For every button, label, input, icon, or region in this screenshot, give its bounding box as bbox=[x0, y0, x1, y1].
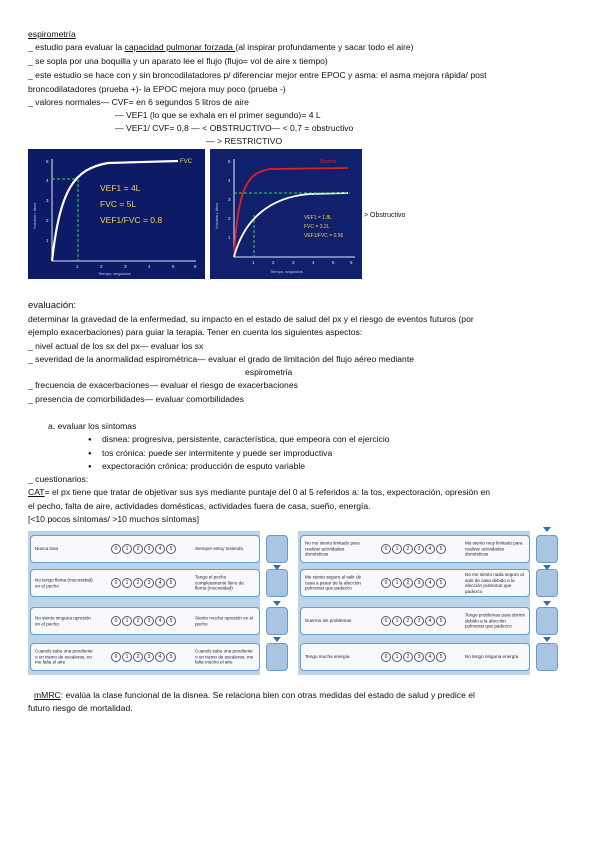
x-tick: 2 bbox=[100, 264, 103, 269]
cat-scale bbox=[381, 578, 446, 588]
text-span: = el px tiene que tratar de objetivar sus sys mediante puntaje del 0 al 5 referidos a: la tos, expectoración, opresión en bbox=[44, 487, 491, 497]
text-span: : evalúa la clase funcional de la disnea. Se relaciona bien con otras medidas del estado de salud y predice el bbox=[60, 690, 475, 700]
x-axis-label: Tiempo, segundos bbox=[270, 269, 303, 274]
text-line bbox=[34, 690, 475, 701]
score-option[interactable]: 0 bbox=[111, 616, 121, 626]
score-option[interactable]: 4 bbox=[155, 544, 165, 554]
score-option[interactable]: 3 bbox=[144, 578, 154, 588]
score-option[interactable]: 4 bbox=[425, 616, 435, 626]
score-option[interactable]: 5 bbox=[166, 616, 176, 626]
cat-score-box[interactable] bbox=[266, 569, 288, 597]
score-option[interactable]: 4 bbox=[425, 652, 435, 662]
spirometry-chart-obstructive-svg bbox=[210, 149, 362, 279]
cat-questionnaire bbox=[28, 531, 568, 675]
y-tick: 2 bbox=[46, 218, 49, 223]
text-line: _ nivel actual de los sx del px— evaluar los sx bbox=[28, 341, 204, 351]
score-option[interactable]: 1 bbox=[392, 616, 402, 626]
score-option[interactable]: 0 bbox=[381, 616, 391, 626]
cat-item-right-text: Me siento muy limitado para realizar actividades domésticas bbox=[465, 540, 523, 557]
score-option[interactable]: 1 bbox=[122, 578, 132, 588]
cat-item-left-text: Nunca toso bbox=[35, 546, 59, 552]
value-fvc: FVC = 3.2L bbox=[304, 224, 330, 230]
score-option[interactable]: 0 bbox=[381, 578, 391, 588]
fvc-label: FVC bbox=[180, 159, 192, 165]
arrow-down-icon bbox=[273, 565, 281, 570]
x-tick: 3 bbox=[124, 264, 127, 269]
score-option[interactable]: 3 bbox=[144, 616, 154, 626]
cat-item-left-text: No tengo flema (mucosidad) en el pecho bbox=[35, 577, 93, 588]
page-title: espirometría bbox=[28, 29, 76, 39]
score-option[interactable]: 4 bbox=[155, 578, 165, 588]
underlined-term: capacidad pulmonar forzada bbox=[124, 42, 236, 52]
cat-item-right-text: Tengo problemas para dormir debido a la afección pulmonar que padezco bbox=[465, 612, 526, 629]
score-option[interactable]: 5 bbox=[436, 578, 446, 588]
score-option[interactable]: 2 bbox=[403, 578, 413, 588]
arrow-down-icon bbox=[273, 601, 281, 606]
score-option[interactable]: 5 bbox=[436, 544, 446, 554]
cat-scale bbox=[111, 544, 176, 554]
score-option[interactable]: 5 bbox=[166, 544, 176, 554]
arrow-down-icon bbox=[543, 637, 551, 642]
score-option[interactable]: 3 bbox=[414, 616, 424, 626]
text-line: ejemplo exacerbaciones) para guiar la terapia. Tener en cuenta los siguientes aspectos: bbox=[28, 327, 363, 337]
cat-term: CAT bbox=[28, 487, 45, 497]
bullet-item: ● tos crónica: puede ser intermitente y puede ser improductiva bbox=[102, 448, 332, 459]
fvc-curve bbox=[52, 161, 178, 261]
bullet-item: ● disnea: progresiva, persistente, característica, que empeora con el ejercicio bbox=[102, 434, 390, 445]
spirometry-chart-normal-svg bbox=[28, 149, 205, 279]
cat-item-right-text: Siempre estoy tosiendo bbox=[195, 546, 244, 552]
score-option[interactable]: 3 bbox=[414, 652, 424, 662]
text-line bbox=[28, 42, 414, 53]
y-axis-label: Volumen, litros bbox=[214, 202, 219, 229]
x-tick: 5 bbox=[332, 260, 335, 265]
x-tick: 6 bbox=[350, 260, 353, 265]
cat-item-left-text: Tengo mucha energía bbox=[305, 654, 350, 660]
score-option[interactable]: 5 bbox=[436, 652, 446, 662]
mmrc-term: mMRC bbox=[34, 690, 61, 700]
y-tick: 2 bbox=[228, 216, 231, 221]
score-option[interactable]: 1 bbox=[122, 616, 132, 626]
cat-item bbox=[300, 535, 530, 563]
score-option[interactable]: 0 bbox=[381, 652, 391, 662]
score-option[interactable]: 3 bbox=[414, 578, 424, 588]
y-tick: 3 bbox=[46, 198, 49, 203]
cat-score-box[interactable] bbox=[536, 643, 558, 671]
x-tick: 5 bbox=[172, 264, 175, 269]
cat-score-box[interactable] bbox=[536, 607, 558, 635]
y-tick: 1 bbox=[228, 235, 231, 240]
score-option[interactable]: 1 bbox=[122, 544, 132, 554]
score-option[interactable]: 1 bbox=[392, 578, 402, 588]
score-option[interactable]: 0 bbox=[111, 652, 121, 662]
y-tick: 1 bbox=[46, 238, 49, 243]
x-tick: 1 bbox=[252, 260, 255, 265]
y-axis-label: Volumen, litros bbox=[32, 202, 37, 229]
text-line: broncodilatadores (prueba +)- la EPOC mejora muy poco (prueba -) bbox=[28, 84, 286, 94]
score-option[interactable]: 3 bbox=[414, 544, 424, 554]
score-option[interactable]: 1 bbox=[392, 544, 402, 554]
value-fev1: VEF1 = 1.8L bbox=[304, 215, 332, 221]
cat-item-left-text: Me siento seguro al salir de casa a pesar de la afección pulmonar que padezco bbox=[305, 574, 362, 591]
x-tick: 6 bbox=[194, 264, 197, 269]
text-line: el pecho, falta de aire, actividades domésticas, actividades fuera de casa, sueño, energía. bbox=[28, 501, 371, 511]
score-option[interactable]: 2 bbox=[133, 652, 143, 662]
arrow-down-icon bbox=[273, 637, 281, 642]
normal-label: Normal bbox=[320, 159, 337, 165]
arrow-down-icon bbox=[543, 601, 551, 606]
x-tick: 3 bbox=[292, 260, 295, 265]
section-heading: evaluación: bbox=[28, 300, 77, 311]
bullet-item: ● expectoración crónica: producción de esputo variable bbox=[102, 461, 305, 472]
text-line: futuro riesgo de mortalidad. bbox=[28, 703, 133, 713]
score-option[interactable]: 1 bbox=[392, 652, 402, 662]
text-span: (al inspirar profundamente y sacar todo el aire) bbox=[235, 42, 414, 52]
score-option[interactable]: 4 bbox=[425, 578, 435, 588]
cat-item-right-text: Tengo el pecho completamente lleno de flema (mucosidad) bbox=[195, 574, 244, 591]
text-line: [<10 pocos síntomas/ >10 muchos síntomas] bbox=[28, 514, 200, 524]
cat-scale bbox=[111, 578, 176, 588]
obstructive-label: > Obstructivo bbox=[364, 212, 406, 219]
score-option[interactable]: 0 bbox=[111, 544, 121, 554]
value-fev1: VEF1 = 4L bbox=[100, 183, 141, 193]
text-span: _ estudio para evaluar la bbox=[28, 42, 125, 52]
normal-curve bbox=[234, 168, 348, 257]
score-option[interactable]: 2 bbox=[403, 544, 413, 554]
text-line: _ se sopla por una boquilla y un aparato lee el flujo (flujo= vol de aire x tiempo) bbox=[28, 56, 328, 66]
cat-item-left-text: No me siento limitado para realizar actividades domésticas bbox=[305, 540, 360, 557]
spirometry-chart-normal bbox=[28, 149, 205, 279]
cat-item-right-text: Cuando subo una pendiente o un tramo de escaleras, me falta mucho el aire bbox=[195, 648, 254, 665]
score-option[interactable]: 5 bbox=[436, 616, 446, 626]
text-line: — VEF1 (lo que se exhala en el primer segundo)= 4 L bbox=[115, 110, 321, 120]
text-line: _ frecuencia de exacerbaciones— evaluar el riesgo de exacerbaciones bbox=[28, 380, 298, 390]
value-ratio: VEF1/FVC = 0.8 bbox=[100, 215, 163, 225]
score-option[interactable]: 4 bbox=[155, 616, 165, 626]
score-option[interactable]: 4 bbox=[425, 544, 435, 554]
text-line: _ este estudio se hace con y sin broncodilatadores p/ diferenciar mejor entre EPOC y asma: el asma mejora rápida/ post bbox=[28, 70, 487, 80]
score-option[interactable]: 1 bbox=[122, 652, 132, 662]
cat-item bbox=[30, 607, 260, 635]
obstructive-curve bbox=[234, 193, 348, 257]
score-option[interactable]: 5 bbox=[166, 652, 176, 662]
y-tick: 3 bbox=[228, 197, 231, 202]
cat-item-right-text: Siento mucha opresión en el pecho bbox=[195, 615, 254, 626]
x-axis-label: Tiempo, segundos bbox=[98, 271, 131, 276]
cat-item-right-text: No tengo ninguna energía bbox=[465, 654, 519, 660]
score-option[interactable]: 2 bbox=[133, 544, 143, 554]
text-line: — > RESTRICTIVO bbox=[206, 136, 283, 146]
y-tick: 5 bbox=[228, 159, 231, 164]
cat-scale bbox=[381, 616, 446, 626]
y-tick: 4 bbox=[228, 178, 231, 183]
cat-scale bbox=[111, 652, 176, 662]
cat-item-left-text: Duermo sin problemas bbox=[305, 618, 352, 624]
text-line: — VEF1/ CVF= 0,8 — < OBSTRUCTIVO— < 0,7 = obstructivo bbox=[115, 123, 354, 133]
text-line: espirometria bbox=[245, 367, 293, 377]
cat-score-box[interactable] bbox=[266, 643, 288, 671]
x-tick: 4 bbox=[148, 264, 151, 269]
arrow-down-icon bbox=[543, 527, 551, 532]
y-tick: 4 bbox=[46, 178, 49, 183]
cat-item bbox=[30, 643, 260, 671]
cat-item bbox=[30, 535, 260, 563]
text-line: determinar la gravedad de la enfermedad, su impacto en el estado de salud del px y el riesgo de eventos futuros (por bbox=[28, 314, 474, 324]
text-line: _ severidad de la anormalidad espirométrica— evaluar el grado de limitación del flujo aéreo mediante bbox=[28, 354, 414, 364]
score-option[interactable]: 2 bbox=[403, 652, 413, 662]
score-option[interactable]: 3 bbox=[144, 544, 154, 554]
cat-scale bbox=[111, 616, 176, 626]
cat-score-box[interactable] bbox=[536, 569, 558, 597]
score-option[interactable]: 5 bbox=[166, 578, 176, 588]
value-ratio: VEF1/FVC = 0.56 bbox=[304, 233, 344, 239]
score-option[interactable]: 0 bbox=[381, 544, 391, 554]
cat-score-box[interactable] bbox=[266, 607, 288, 635]
subsection-heading: a. evaluar los síntomas bbox=[48, 421, 137, 431]
cat-scale bbox=[381, 652, 446, 662]
y-tick: 5 bbox=[46, 159, 49, 164]
text-line: _ valores normales— CVF= en 6 segundos 5 litros de aire bbox=[28, 97, 249, 107]
cat-item-left-text: Cuando subo una pendiente o un tramo de escaleras, no me falta el aire bbox=[35, 648, 93, 665]
cat-item bbox=[300, 569, 530, 597]
arrow-down-icon bbox=[543, 565, 551, 570]
text-line: _ cuestionarios: bbox=[28, 474, 89, 484]
cat-scale bbox=[381, 544, 446, 554]
cat-score-box[interactable] bbox=[266, 535, 288, 563]
score-option[interactable]: 4 bbox=[155, 652, 165, 662]
cat-item bbox=[300, 607, 530, 635]
cat-item bbox=[300, 643, 530, 671]
text-line bbox=[28, 487, 490, 498]
score-option[interactable]: 0 bbox=[111, 578, 121, 588]
score-option[interactable]: 2 bbox=[403, 616, 413, 626]
x-tick: 1 bbox=[76, 264, 79, 269]
score-option[interactable]: 3 bbox=[144, 652, 154, 662]
score-option[interactable]: 2 bbox=[133, 616, 143, 626]
cat-score-box[interactable] bbox=[536, 535, 558, 563]
score-option[interactable]: 2 bbox=[133, 578, 143, 588]
cat-item-right-text: No me siento nada seguro al salir de casa debido a la afección pulmonar que padezco bbox=[465, 571, 524, 594]
value-fvc: FVC = 5L bbox=[100, 199, 137, 209]
text-line: _ presencia de comorbilidades— evaluar comorbilidades bbox=[28, 394, 244, 404]
cat-item bbox=[30, 569, 260, 597]
x-tick: 4 bbox=[312, 260, 315, 265]
x-tick: 2 bbox=[272, 260, 275, 265]
spirometry-chart-obstructive bbox=[210, 149, 362, 279]
cat-item-left-text: No siento ninguna opresión en el pecho bbox=[35, 615, 91, 626]
